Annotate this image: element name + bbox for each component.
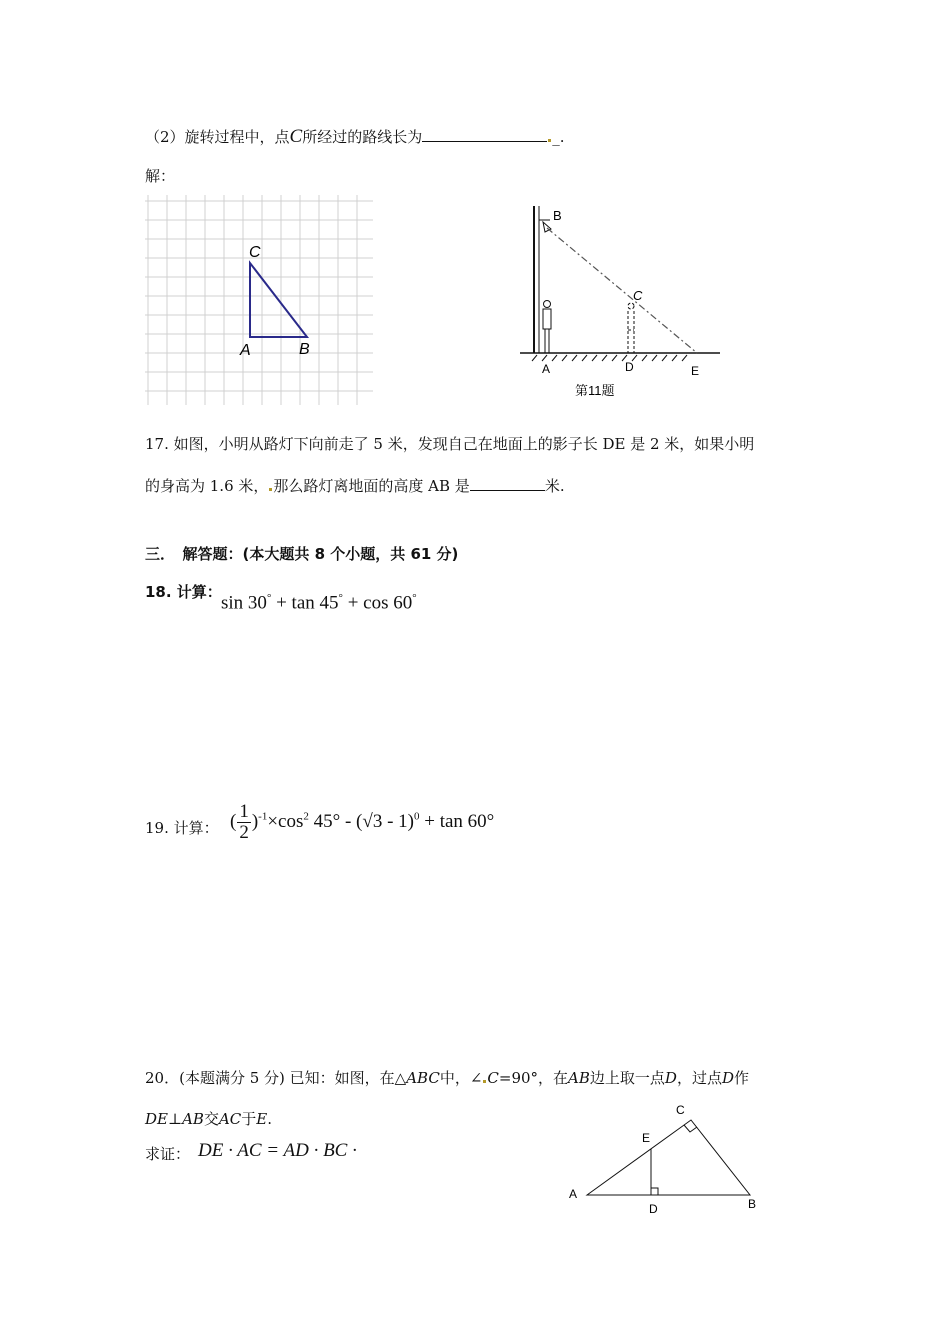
q19-angle45: 45° (308, 810, 341, 832)
q20-d2: D (721, 1069, 734, 1087)
q20-yu: 于 (241, 1110, 257, 1128)
q19-minus1: - 1) (382, 810, 414, 832)
q20-label-e: E (642, 1131, 651, 1145)
q19-sqrt3: √3 (362, 810, 383, 832)
lamp-label-a: A (542, 362, 551, 376)
q20-c: C (487, 1069, 499, 1087)
q20-e: E (256, 1110, 268, 1128)
q19-den: 2 (239, 822, 249, 843)
q19-minus: - ( (340, 810, 363, 832)
q20-label-a: A (569, 1187, 578, 1201)
q20-prove-label: 求证： (145, 1145, 191, 1163)
triangle-abc-q20 (587, 1120, 750, 1195)
q20-label-d: D (649, 1202, 658, 1216)
q20-triangle-figure (565, 1100, 765, 1220)
q18-tan: + tan 45 (271, 592, 339, 614)
q16-answer-blank (422, 127, 547, 142)
lamp-label-c: C (633, 288, 643, 303)
q19-label: 19. 计算： (145, 819, 219, 837)
lamp-caption: 第11题 (575, 383, 615, 398)
q19-expression: ( $\frac{1}{2}$ )$^{-1}\times\cos^2$ 45° - (√3 - 1)$^0$ + tan 60° (230, 801, 495, 843)
q20-line1d: 边上取一点 (589, 1069, 665, 1087)
lamp-label-b: B (553, 208, 562, 223)
q19-exp2: 2 (303, 810, 309, 823)
q20-label-b: B (748, 1197, 757, 1211)
lamp-figure (515, 200, 725, 405)
q20-dot (483, 1080, 486, 1083)
solution-label: 解： (145, 167, 176, 185)
section-3-heading: 三． 解答题：(本大题共 8 个小题，共 61 分) (145, 545, 459, 563)
q20-abc: ABC (406, 1069, 440, 1087)
q17-line2a: 的身高为 1.6 米， (145, 477, 269, 495)
q19-tan: + tan 60° (419, 810, 495, 832)
grid-label-b: B (299, 341, 310, 358)
q19-cos: ×cos (267, 810, 304, 832)
q20-ac: AC (218, 1110, 242, 1128)
q18-deg1: ° (266, 592, 272, 604)
q18-expression (221, 592, 417, 614)
q20-jiao: 交 (203, 1110, 219, 1128)
lamp-label-d: D (625, 360, 634, 374)
q20-line2 (145, 1108, 272, 1129)
q20-line1a: 20．(本题满分 5 分) 已知：如图，在△ (145, 1069, 407, 1087)
q20-ab2: AB (182, 1110, 204, 1128)
q20-perp: ⊥ (167, 1110, 183, 1128)
right-angle-d (651, 1188, 658, 1195)
q20-prove-expression: DE · AC = AD · BC · (198, 1140, 357, 1161)
grid-label-c: C (249, 244, 261, 261)
q20-line1f: 作 (733, 1069, 749, 1087)
q20-line1e: ，过点 (676, 1069, 722, 1087)
q18-deg2: ° (338, 592, 343, 604)
q17-line2b: 那么路灯离地面的高度 AB 是 (273, 477, 470, 495)
q20-de: DE (145, 1110, 168, 1128)
q16-suffix: 所经过的路线长为 (302, 128, 423, 146)
q19-exp-neg1: -1 (258, 810, 268, 823)
q16-part2 (145, 126, 565, 148)
q20-period: . (267, 1110, 273, 1128)
grid-label-a: A (240, 342, 251, 359)
q20-line1 (145, 1067, 749, 1088)
q16-prefix: （2）旋转过程中，点 (145, 128, 290, 146)
q17-line2 (145, 475, 565, 496)
q20-line1b: 中，∠ (439, 1069, 483, 1087)
q20-label-c: C (676, 1103, 685, 1117)
triangle-abc (250, 263, 307, 337)
q19-num: 1 (239, 801, 249, 822)
q20-ab: AB (568, 1069, 590, 1087)
q18-sin: sin 30 (221, 592, 267, 614)
person-d (628, 303, 634, 353)
q20-d: D (664, 1069, 677, 1087)
q17-line1: 17. 如图，小明从路灯下向前走了 5 米，发现自己在地面上的影子长 DE 是 2 米，如果小明 (145, 435, 755, 453)
q18-cos: + cos 60 (342, 592, 413, 614)
q20-line1c: =90°，在 (498, 1069, 569, 1087)
q16-point: C (289, 126, 303, 147)
light-ray (547, 228, 697, 353)
q17-line2c: 米. (544, 477, 565, 495)
q16-end: _. (552, 128, 565, 146)
person-a (543, 301, 551, 354)
q19-exp0: 0 (413, 810, 420, 823)
q18-label: 18. 计算： (145, 583, 222, 601)
q16-dot (548, 139, 551, 142)
q17-dot (269, 488, 272, 491)
grid-figure (145, 195, 373, 405)
q19-fraction (237, 802, 251, 843)
q18-deg3: ° (412, 592, 417, 604)
right-angle-c (684, 1125, 697, 1132)
q17-answer-blank (470, 476, 545, 491)
lamp-label-e: E (691, 364, 700, 378)
